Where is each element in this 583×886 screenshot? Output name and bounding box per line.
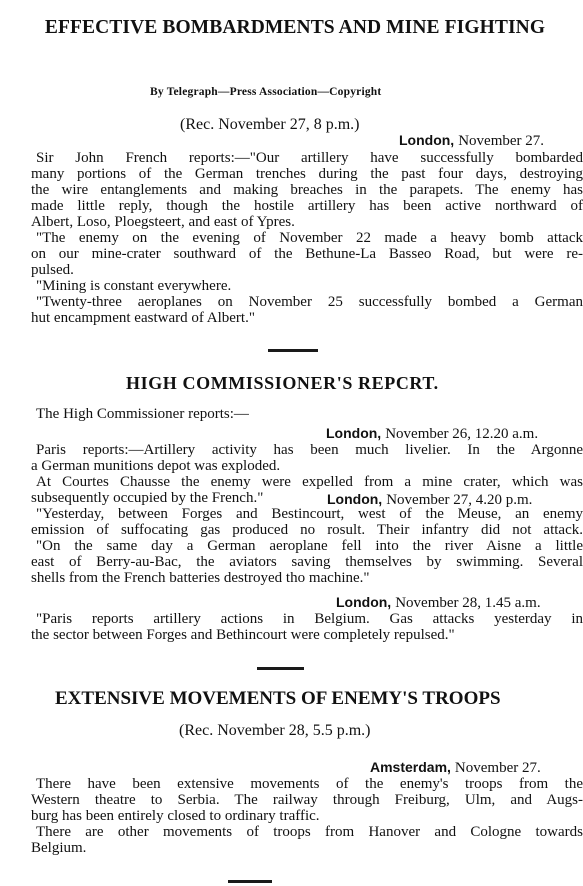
text-line: made little reply, though the hostile artillery has been active northward of	[31, 198, 583, 214]
text-line: Western theatre to Serbia. The railway through Freiburg, Ulm, and Augs-	[31, 792, 583, 808]
text-line: Albert, Loso, Ploegsteert, and east of Ypres.	[31, 214, 295, 230]
dateline-place: London,	[327, 491, 383, 507]
section-divider	[228, 880, 272, 883]
text-line: burg has been entirely closed to ordinary traffic.	[31, 808, 320, 824]
dateline-4	[336, 594, 541, 612]
text-line: At Courtes Chausse the enemy were expelled from a mine crater, which was	[36, 474, 583, 490]
text-line: on our mine-crater southward of the Bethune-La Basseo Road, but were re-	[31, 246, 583, 262]
section-divider	[257, 667, 304, 670]
dateline-5	[370, 759, 541, 777]
dateline-place: London,	[336, 594, 392, 610]
text-line: "On the same day a German aeroplane fell into the river Aisne a little	[36, 538, 583, 554]
dateline-date: November 27.	[458, 133, 545, 149]
headline-bombardments: EFFECTIVE BOMBARDMENTS AND MINE FIGHTING	[44, 17, 546, 38]
dateline-date: November 27, 4.20 p.m.	[386, 492, 533, 508]
text-line: hut encampment eastward of Albert."	[31, 310, 255, 326]
dateline-place: London,	[326, 425, 382, 441]
text-line: pulsed.	[31, 262, 74, 278]
commissioner-intro: The High Commissioner reports:—	[36, 406, 249, 422]
text-line: "The enemy on the evening of November 22 made a heavy bomb attack	[36, 230, 583, 246]
text-line: There are other movements of troops from Hanover and Cologne towards	[36, 824, 583, 840]
text-line: a German munitions depot was exploded.	[31, 458, 281, 474]
dateline-place: London,	[399, 132, 455, 148]
dateline-1	[399, 132, 544, 150]
dateline-date: November 26, 12.20 a.m.	[385, 426, 539, 442]
dateline-place: Amsterdam,	[370, 759, 451, 775]
text-line: Belgium.	[31, 840, 87, 856]
byline: By Telegraph—Press Association—Copyright	[150, 86, 382, 98]
text-line: Sir John French reports:—"Our artillery have successfully bombarded	[36, 150, 583, 166]
received-time-1: (Rec. November 27, 8 p.m.)	[180, 116, 360, 133]
headline-troop-movements: EXTENSIVE MOVEMENTS OF ENEMY'S TROOPS	[55, 688, 501, 709]
text-line: "Mining is constant everywhere.	[36, 278, 232, 294]
text-line: "Yesterday, between Forges and Bestincourt, west of the Meuse, an enemy	[36, 506, 583, 522]
text-line: There have been extensive movements of the enemy's troops from the	[36, 776, 583, 792]
text-line: "Twenty-three aeroplanes on November 25 successfully bombed a German	[36, 294, 583, 310]
received-time-2: (Rec. November 28, 5.5 p.m.)	[179, 722, 371, 739]
text-line: Paris reports:—Artillery activity has been much livelier. In the Argonne	[36, 442, 583, 458]
dateline-date: November 27.	[454, 760, 541, 776]
text-line: east of Berry-au-Bac, the aviators saving themselves by swimming. Several	[31, 554, 583, 570]
text-line: the wire entanglements and making breaches in the parapets. The enemy has	[31, 182, 583, 198]
dateline-2	[326, 425, 538, 443]
dateline-date: November 28, 1.45 a.m.	[395, 595, 541, 611]
text-line: "Paris reports artillery actions in Belgium. Gas attacks yesterday in	[36, 611, 583, 627]
headline-high-commissioner: HIGH COMMISSIONER'S REPCRT.	[126, 373, 439, 393]
text-line: subsequently occupied by the French."	[31, 490, 264, 506]
text-line: many portions of the German trenches during the past four days, destroying	[31, 166, 583, 182]
text-line: shells from the French batteries destroyed tho machine."	[31, 570, 370, 586]
text-line: the sector between Forges and Bethincourt were completely repulsed."	[31, 627, 455, 643]
section-divider	[268, 349, 318, 352]
text-line: emission of suffocating gas produced no rosult. Their infantry did not attack.	[31, 522, 583, 538]
